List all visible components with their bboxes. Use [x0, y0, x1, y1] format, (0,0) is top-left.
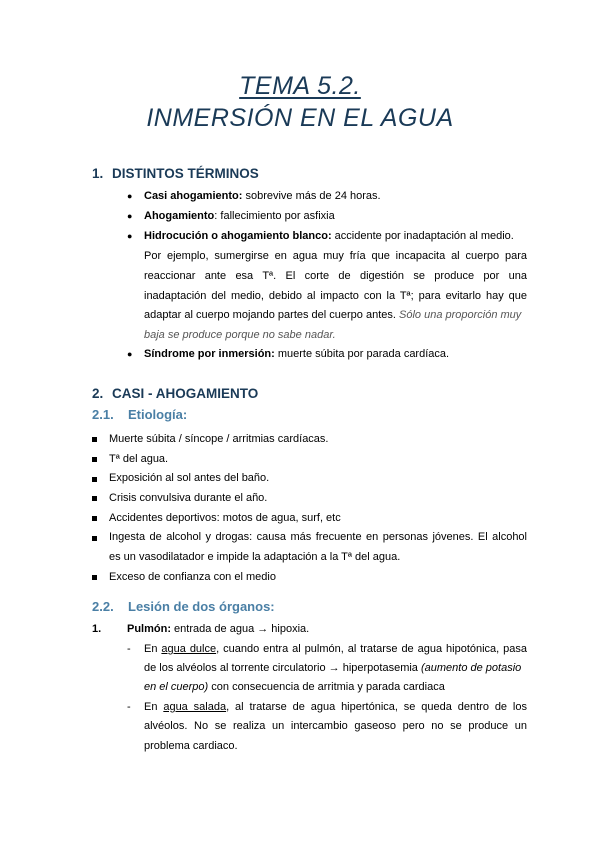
section-1-number: 1.	[92, 166, 104, 181]
section-1-heading	[92, 166, 259, 181]
paragraph-line: Por ejemplo, sumergirse en agua muy fría que incapacita al cuerpo para	[144, 250, 527, 262]
section-2-title: CASI - AHOGAMIENTO	[112, 386, 259, 401]
doc-subtitle: INMERSIÓN EN EL AGUA	[146, 104, 454, 132]
list-item: Casi ahogamiento: sobrevive más de 24 horas.	[144, 190, 381, 202]
subsection-2-2-heading: 2.2. Lesión de dos órganos:	[92, 599, 275, 614]
section-2-number: 2.	[92, 386, 104, 401]
square-bullet-icon	[92, 437, 97, 442]
paragraph-line: adaptar al cuerpo mojando partes del cuerpo antes. Sólo una proporción muy	[144, 309, 522, 321]
list-item-continuation: es un vasodilatador e impide la adaptación a la Tª del agua.	[109, 551, 401, 563]
section-1-title: DISTINTOS TÉRMINOS	[112, 166, 259, 181]
bullet-icon: ●	[127, 349, 133, 359]
square-bullet-icon	[92, 496, 97, 501]
list-item: Exceso de confianza con el medio	[109, 571, 276, 583]
paragraph-line: En agua salada, al tratarse de agua hipertónica, se queda dentro de los	[144, 701, 527, 713]
paragraph-line: baja se produce porque no sabe nadar.	[144, 329, 336, 341]
numbered-item: 1. Pulmón: entrada de agua → hipoxia.	[92, 623, 310, 635]
list-item: Accidentes deportivos: motos de agua, surf, etc	[109, 512, 341, 524]
list-item: Síndrome por inmersión: muerte súbita por parada cardíaca.	[144, 348, 450, 360]
paragraph-line: problema cardiaco.	[144, 740, 238, 752]
paragraph-line: inadaptación del medio, debido al impacto con la Tª; para evitarlo hay que	[144, 290, 527, 302]
list-item: Hidrocución o ahogamiento blanco: accidente por inadaptación al medio.	[144, 230, 514, 242]
dash-bullet: -	[127, 643, 131, 655]
dash-bullet: -	[127, 701, 131, 713]
paragraph-line: alvéolos. No se realiza un intercambio gaseoso pero no se produce un	[144, 720, 527, 732]
paragraph-line: reaccionar ante esa Tª. El corte de digestión se produce por una	[144, 270, 527, 282]
square-bullet-icon	[92, 457, 97, 462]
list-item: Exposición al sol antes del baño.	[109, 472, 270, 484]
list-item: Muerte súbita / síncope / arritmias cardíacas.	[109, 433, 329, 445]
square-bullet-icon	[92, 516, 97, 521]
paragraph-line: En agua dulce, cuando entra al pulmón, al tratarse de agua hipotónica, pasa	[144, 643, 528, 655]
section-2-heading	[92, 386, 258, 401]
square-bullet-icon	[92, 575, 97, 580]
paragraph-line: en el cuerpo) con consecuencia de arritmia y parada cardiaca	[144, 681, 445, 693]
list-item: Ingesta de alcohol y drogas: causa más frecuente en personas jóvenes. El alcohol	[109, 531, 527, 543]
square-bullet-icon	[92, 536, 97, 541]
paragraph-line: de los alvéolos al torrente circulatorio → hiperpotasemia (aumento de potasio	[144, 662, 522, 674]
list-item: Crisis convulsiva durante el año.	[109, 492, 268, 504]
list-item: Tª del agua.	[109, 453, 169, 465]
subsection-2-1-heading: 2.1. Etiología:	[92, 407, 188, 422]
bullet-icon: ●	[127, 191, 133, 201]
bullet-icon: ●	[127, 211, 133, 221]
doc-title: TEMA 5.2.	[239, 72, 361, 100]
square-bullet-icon	[92, 477, 97, 482]
bullet-icon: ●	[127, 231, 133, 241]
list-item: Ahogamiento: fallecimiento por asfixia	[144, 210, 335, 222]
